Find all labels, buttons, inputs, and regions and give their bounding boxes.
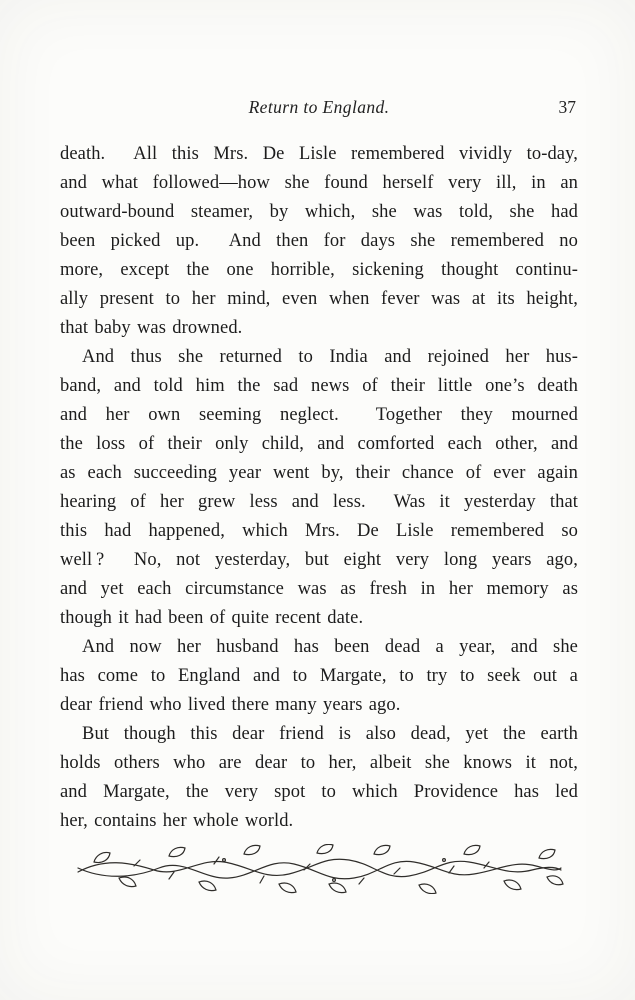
text-line: as each succeeding year went by, their chance of ever again <box>60 463 578 483</box>
paragraph <box>60 343 578 633</box>
text-line: and yet each circumstance was as fresh in her memory as <box>60 579 578 599</box>
text-line: the loss of their only child, and comforted each other, and <box>60 434 578 454</box>
body-text <box>60 140 578 836</box>
floral-ornament <box>60 844 578 899</box>
page-number: 37 <box>558 97 576 117</box>
text-line: holds others who are dear to her, albeit she knows it not, <box>60 753 578 773</box>
page-content <box>60 97 578 899</box>
text-line: But though this dear friend is also dead, yet the earth <box>82 724 578 744</box>
text-line: band, and told him the sad news of their little one’s death <box>60 376 578 396</box>
text-line: hearing of her grew less and less. Was it yesterday that <box>60 492 578 512</box>
text-line: more, except the one horrible, sickening thought continu- <box>60 260 578 280</box>
text-line: been picked up. And then for days she remembered no <box>60 231 578 251</box>
page-header <box>60 97 578 119</box>
paragraph <box>60 720 578 836</box>
text-line: this had happened, which Mrs. De Lisle remembered so <box>60 521 578 541</box>
text-line: well ? No, not yesterday, but eight very long years ago, <box>60 550 578 570</box>
paragraph <box>60 140 578 343</box>
text-line: And thus she returned to India and rejoined her hus- <box>82 347 578 367</box>
text-line: dear friend who lived there many years ago. <box>60 695 401 715</box>
text-line: and Margate, the very spot to which Providence has led <box>60 782 578 802</box>
text-line: and what followed—how she found herself very ill, in an <box>60 173 578 193</box>
text-line: death. All this Mrs. De Lisle remembered vividly to-day, <box>60 144 578 164</box>
text-line: outward-bound steamer, by which, she was told, she had <box>60 202 578 222</box>
text-line: that baby was drowned. <box>60 318 243 338</box>
text-line: ally present to her mind, even when fever was at its height, <box>60 289 578 309</box>
text-line: her, contains her whole world. <box>60 811 294 831</box>
running-title: Return to England. <box>248 97 390 117</box>
text-line: has come to England and to Margate, to try to seek out a <box>60 666 578 686</box>
text-line: and her own seeming neglect. Together they mourned <box>60 405 578 425</box>
text-line: And now her husband has been dead a year, and she <box>82 637 578 657</box>
paragraph <box>60 633 578 720</box>
text-line: though it had been of quite recent date. <box>60 608 364 628</box>
vine-flourish-icon <box>74 844 564 894</box>
